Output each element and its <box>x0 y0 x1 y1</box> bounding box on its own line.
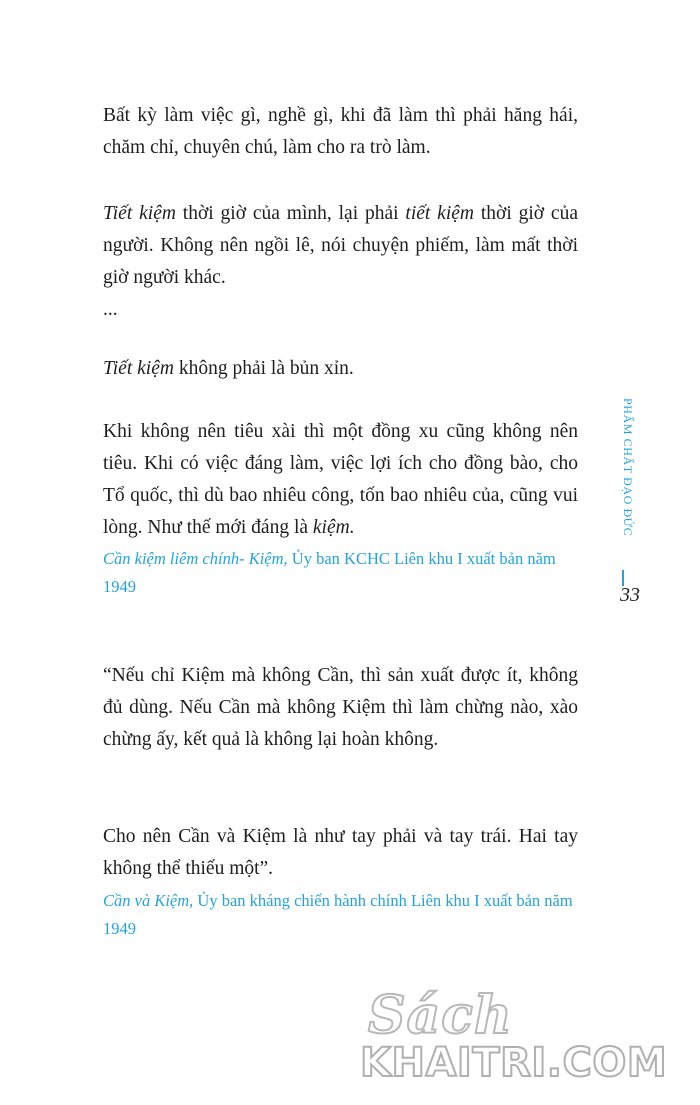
watermark-logo <box>360 985 690 1095</box>
paragraph-fragment: thời giờ của mình, lại phải <box>175 203 406 224</box>
paragraph-save-time <box>103 198 578 326</box>
section-label: PHẨM CHẤT ĐẠO ĐỨC <box>621 398 635 537</box>
watermark-brand-text: KHAITRI.COM <box>360 1040 668 1086</box>
paragraph-quote <box>103 660 578 756</box>
paragraph-text <box>103 416 578 544</box>
paragraph-text: Bất kỳ làm việc gì, nghề gì, khi đã làm thì phải hăng hái, chăm chỉ, chuyên chú, làm cho ra trò làm. <box>103 105 578 158</box>
page-number: 33 <box>620 584 640 606</box>
citation-title: Cần kiệm liêm chính- Kiệm, <box>103 549 288 568</box>
citation-title: Cần và Kiệm, <box>103 891 194 910</box>
paragraph-fragment: Khi không nên tiêu xài thì một đồng xu cũng không nên tiêu. Khi có việc đáng làm, việc lợi ích cho đồng bào, cho Tổ quốc, thì dù bao nhiêu công, tốn bao nhiêu của, cũng vui lòng. Như thế mới đáng là <box>103 421 578 538</box>
emphasis-text: tiết kiệm <box>405 203 474 224</box>
emphasis-text: Tiết kiệm <box>103 203 176 224</box>
paragraph-text <box>103 198 578 294</box>
paragraph-two-hands <box>103 821 578 885</box>
paragraph-not-stingy <box>103 353 578 385</box>
citation-source: Ủy ban kháng chiến hành chính Liên khu I xuất bản năm 1949 <box>103 891 573 938</box>
citation-1 <box>103 545 578 601</box>
paragraph-diligence <box>103 100 578 164</box>
ellipsis: ... <box>103 299 118 320</box>
citation-source: Ủy ban KCHC Liên khu I xuất bản năm 1949 <box>103 549 556 596</box>
paragraph-text <box>103 353 578 385</box>
paragraph-text: “Nếu chỉ Kiệm mà không Cần, thì sản xuất được ít, không đủ dùng. Nếu Cần mà không Kiệm thì làm chừng nào, xào chừng ấy, kết quả là không lại hoàn không. <box>103 665 578 750</box>
citation-2 <box>103 887 578 943</box>
paragraph-text: Cho nên Cần và Kiệm là như tay phải và tay trái. Hai tay không thể thiếu một”. <box>103 826 578 879</box>
paragraph-spending <box>103 416 578 544</box>
paragraph-fragment: thời giờ của người. Không nên ngồi lê, nói chuyện phiếm, làm mất thời giờ người khác. <box>103 203 578 288</box>
emphasis-text: Tiết kiệm <box>103 358 174 379</box>
emphasis-text: kiệm. <box>312 517 355 538</box>
watermark-script-text: Sách <box>368 985 513 1046</box>
paragraph-fragment: không phải là bủn xỉn. <box>173 358 354 379</box>
